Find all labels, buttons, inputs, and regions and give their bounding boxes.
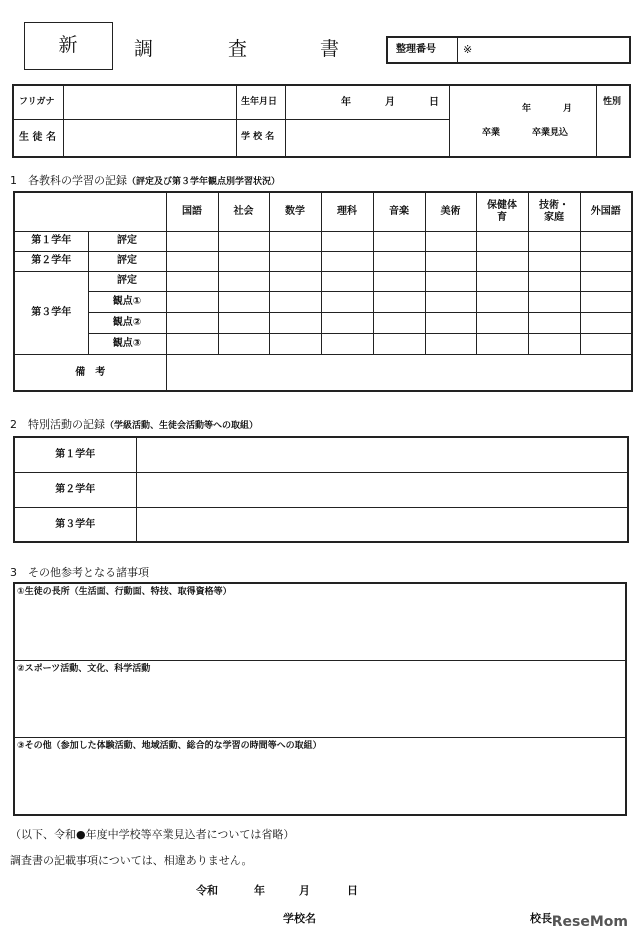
subject-header: 理科 <box>321 192 373 231</box>
remarks-label: 備 考 <box>14 354 166 391</box>
month-unit: 月 <box>299 884 310 897</box>
activity-field <box>136 507 628 542</box>
subject-header: 技術・家庭 <box>528 192 580 231</box>
subject-header: 国語 <box>166 192 218 231</box>
academic-record-table <box>13 191 633 392</box>
subject-header: 数学 <box>269 192 321 231</box>
certification-statement: 調査書の記載事項については、相違ありません。 <box>10 854 253 867</box>
graduation-month-unit: 月 <box>563 104 573 114</box>
subject-header: 外国語 <box>580 192 632 231</box>
grade3-label: 第３学年 <box>14 271 88 354</box>
special-activities-table <box>13 436 629 543</box>
section1-heading <box>10 175 280 187</box>
viewpoint-3-label: 観点③ <box>88 333 166 354</box>
new-mark: 新 <box>58 34 78 56</box>
birth-year-unit: 年 <box>341 97 351 108</box>
footer-school-name-label: 学校名 <box>283 912 316 925</box>
subject-header: 保健体育 <box>476 192 528 231</box>
table-corner-cell <box>14 192 166 231</box>
other-remarks-box <box>13 582 627 816</box>
birth-date-label: 生年月日 <box>241 97 278 107</box>
section2-title: 2 特別活動の記録 <box>10 418 105 431</box>
subject-header: 美術 <box>425 192 476 231</box>
grade2-label: 第２学年 <box>14 251 88 271</box>
rating-label: 評定 <box>88 271 166 291</box>
expected-graduation-label: 卒業見込 <box>532 128 569 138</box>
activity-grade-label: 第３学年 <box>14 507 136 542</box>
omitted-note: （以下、令和●年度中学校等卒業見込者については省略） <box>10 828 295 841</box>
birth-month-unit: 月 <box>385 97 395 108</box>
graduated-label: 卒業 <box>482 128 501 138</box>
activity-grade-label: 第２学年 <box>14 472 136 507</box>
section1-subtitle: （評定及び第３学年観点別学習状況） <box>127 177 281 187</box>
viewpoint-2-label: 観点② <box>88 312 166 333</box>
era-label: 令和 <box>196 884 218 897</box>
activity-grade-label: 第１学年 <box>14 437 136 472</box>
viewpoint-1-label: 観点① <box>88 291 166 312</box>
grade1-label: 第１学年 <box>14 231 88 251</box>
student-name-label: 生 徒 名 <box>19 132 56 143</box>
furigana-label: フリガナ <box>19 97 55 107</box>
document-title-char-2: 査 <box>228 38 248 60</box>
strengths-label: ①生徒の長所（生活面、行動面、特技、取得資格等） <box>17 587 232 597</box>
other-activities-label: ③その他（参加した体験活動、地域活動、総合的な学習の時間等への取組） <box>17 741 322 751</box>
sports-culture-label: ②スポーツ活動、文化、科学活動 <box>17 664 151 674</box>
activity-field <box>136 472 628 507</box>
section1-title: 1 各教科の学習の記録 <box>10 174 127 187</box>
reference-number-value: ※ <box>463 43 473 56</box>
graduation-year-unit: 年 <box>522 104 532 114</box>
rating-label: 評定 <box>88 251 166 271</box>
reference-number-label: 整理番号 <box>396 44 436 55</box>
principal-label: 校長 <box>530 912 552 925</box>
subject-header: 社会 <box>218 192 269 231</box>
section2-heading <box>10 419 258 431</box>
gender-label: 性別 <box>603 97 622 107</box>
section2-subtitle: （学級活動、生徒会活動等への取組） <box>105 421 259 431</box>
document-title-char-3: 書 <box>320 38 340 60</box>
subject-header: 音楽 <box>373 192 425 231</box>
day-unit: 日 <box>347 884 358 897</box>
birth-day-unit: 日 <box>429 97 439 108</box>
document-title-char-1: 調 <box>134 38 154 60</box>
activity-field <box>136 437 628 472</box>
watermark-logo: ReseMom <box>551 914 628 930</box>
remarks-field <box>166 354 632 391</box>
year-unit: 年 <box>254 884 265 897</box>
school-name-label: 学 校 名 <box>241 132 275 142</box>
rating-label: 評定 <box>88 231 166 251</box>
section3-heading: 3 その他参考となる諸事項 <box>10 566 149 579</box>
student-info-box <box>12 84 631 158</box>
